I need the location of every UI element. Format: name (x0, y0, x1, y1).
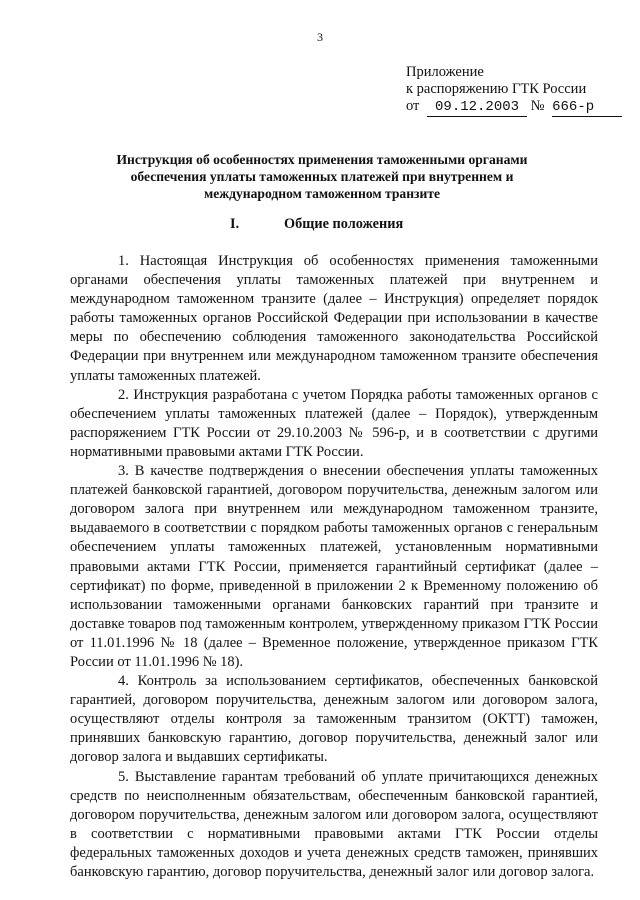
page-number: 3 (317, 30, 323, 44)
paragraph-1: 1. Настоящая Инструкция об особенностях применения таможенными органами обеспечения уплаты таможенных платежей при внутреннем и международном таможенном транзите (далее – Инструкция) определяет порядок работы таможенных органов Российской Федерации при использовании в качестве меры по обеспечению соблюдения таможенного законодательства Российской Федерации при внутреннем или международном таможенном транзите обеспечения уплаты таможенных платежей. (70, 253, 598, 384)
section-number: I. (230, 216, 240, 232)
appendix-order-ref: к распоряжению ГТК России (406, 81, 587, 97)
document-title: Инструкция об особенностях применения таможенными органами обеспечения уплаты таможенных платежей при внутреннем и международном таможенном транзите (116, 152, 528, 201)
paragraph-4: 4. Контроль за использованием сертификатов, обеспеченных банковской гарантией, договором поручительства, денежным залогом или договором залога, осуществляют отделы контроля за таможенным транзитом (ОКТТ) таможен, принявших банковскую гарантию, договор поручительства, денежный залог или договор залога и выдавших сертификаты. (70, 673, 598, 766)
appendix-date-line (406, 98, 622, 117)
section-heading (230, 216, 450, 233)
order-date: 09.12.2003 (435, 99, 520, 115)
date-field (427, 98, 527, 117)
paragraph-3: 3. В качестве подтверждения о внесении обеспечения уплаты таможенных платежей банковской гарантией, договором поручительства, денежным залогом или договором залога при внутреннем или международном таможенном транзите, выдаваемого в соответствии с порядком работы таможенных органов с генеральным обеспечением уплаты таможенных платежей, установленным нормативными правовыми актами ГТК России, применяется гарантийный сертификат (далее – сертификат) по форме, приведенной в приложении 2 к Временному положению об использовании таможенными органами банковских гарантий при транзите и доставке товаров под таможенным контролем, утвержденному приказом ГТК России от 11.01.1996 № 18 (далее – Временное положение, утвержденное приказом ГТК России от 11.01.1996 № 18). (70, 463, 598, 670)
number-prefix: № (530, 98, 545, 114)
paragraph-5: 5. Выставление гарантам требований об уплате причитающихся денежных средств по неисполненным обязательствам, обеспеченным банковской гарантией, договором поручительства, денежным залогом или договором залога, осуществляют в соответствии с нормативными правовыми актами ГТК России отделы федеральных таможенных доходов и учета денежных средств таможен, принявших банковскую гарантию, договор поручительства, денежный залог или договор залога. (70, 768, 598, 880)
date-prefix: от (406, 98, 420, 114)
order-number: 666-р (552, 99, 595, 115)
document-body (70, 252, 598, 882)
number-field (552, 98, 622, 117)
appendix-label: Приложение (406, 64, 484, 80)
section-title: Общие положения (284, 216, 404, 232)
paragraph-2: 2. Инструкция разработана с учетом Порядка работы таможенных органов с обеспечением уплаты таможенных платежей (далее – Порядок), утвержденным распоряжением ГТК России от 29.10.2003 № 596-р, и в соответствии с другими нормативными правовыми актами ГТК России. (70, 386, 598, 460)
appendix-block (406, 64, 622, 117)
